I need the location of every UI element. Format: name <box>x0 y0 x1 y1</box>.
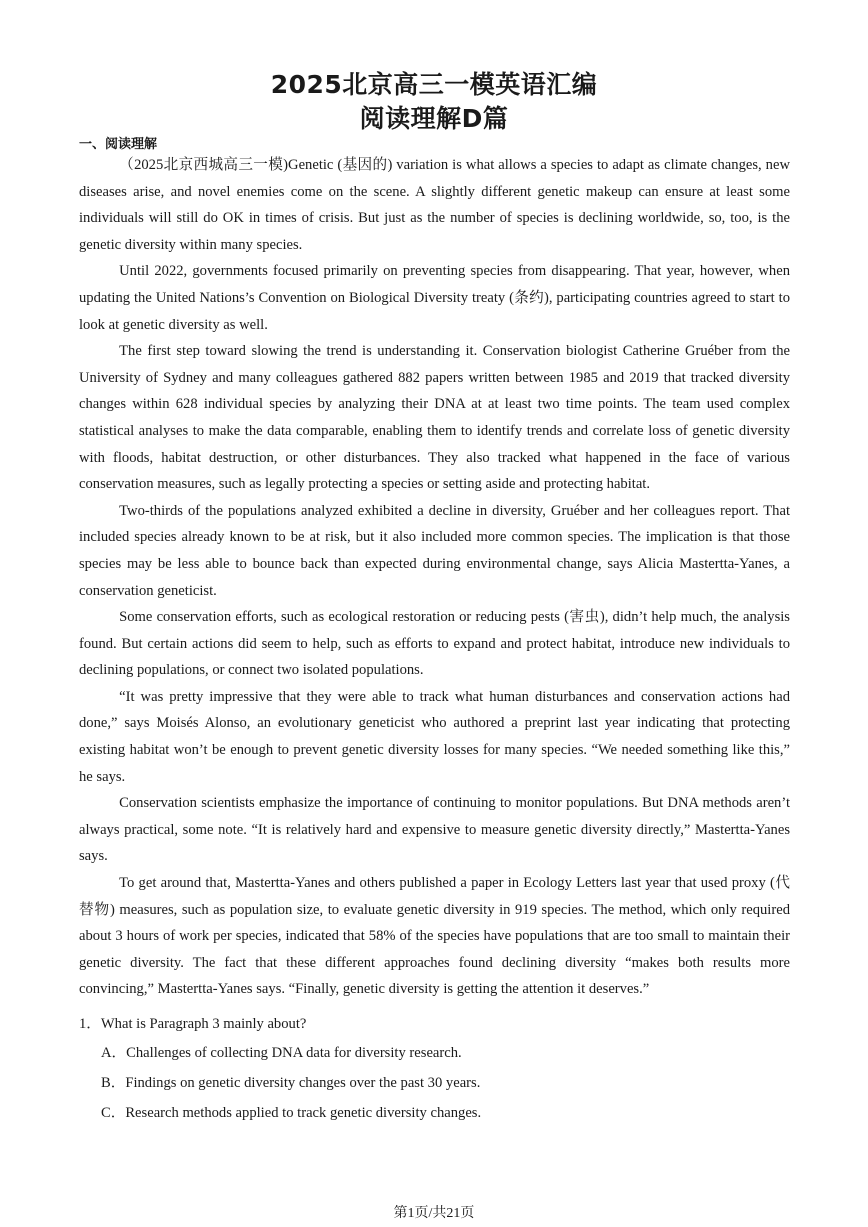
title-sub: 阅读理解D篇 <box>359 104 509 133</box>
answer-option-a[interactable]: A．Challenges of collecting DNA data for diversity research. <box>101 1045 462 1061</box>
section-heading: 一、阅读理解 <box>79 137 158 152</box>
document-title <box>0 68 868 136</box>
question-block <box>79 1010 790 1128</box>
passage-paragraph: Some conservation efforts, such as ecological restoration or reducing pests (害虫), didn’t help much, the analysis found. But certain actions did seem to help, such as efforts to expand and protect habitat, introduce new individuals to declining populations, or connect two isolated populations. <box>79 609 790 679</box>
passage-paragraph: To get around that, Mastertta-Yanes and others published a paper in Ecology Letters last year that used proxy (代替物) measures, such as population size, to evaluate genetic diversity in 919 species. The method, which only required about 3 hours of work per species, indicated that 58% of the species have populations that are too small to maintain their genetic diversity. The fact that these different approaches found declining diversity “makes both results more convincing,” Mastertta-Yanes says. “Finally, genetic diversity is getting the attention it deserves.” <box>79 875 790 998</box>
page-number: 第1页/共21页 <box>393 1206 475 1221</box>
answer-option-c[interactable]: C．Research methods applied to track genetic diversity changes. <box>101 1105 482 1121</box>
reading-passage <box>79 152 790 1003</box>
passage-paragraph: The first step toward slowing the trend is understanding it. Conservation biologist Catherine Gruéber from the University of Sydney and many colleagues gathered 882 papers written between 1985 and 2019 that tracked diversity changes within 628 individual species by analyzing their DNA at at least two time points. The team used complex statistical analyses to make the data comparable, enabling them to identify trends and correlate loss of genetic diversity with floods, habitat destruction, or other disturbances. They also tracked what happened in the face of various conservation measures, such as legally protecting a species or setting aside and protecting habitat. <box>79 343 790 493</box>
passage-paragraph: “It was pretty impressive that they were able to track what human disturbances and conservation actions had done,” says Moisés Alonso, an evolutionary geneticist who authored a preprint last year indicating that protecting existing habitat won’t be enough to prevent genetic diversity losses for many species. “We needed something like this,” he says. <box>79 688 790 785</box>
passage-paragraph: Two-thirds of the populations analyzed exhibited a decline in diversity, Gruéber and her colleagues report. That included species already known to be at risk, but it also included more common species. The implication is that those species may be less able to bounce back than expected during environmental change, says Alicia Mastertta-Yanes, a conservation geneticist. <box>79 502 790 599</box>
title-main: 2025北京高三一模英语汇编 <box>270 70 598 99</box>
passage-paragraph: Conservation scientists emphasize the importance of continuing to monitor populations. But DNA methods aren’t always practical, some note. “It is relatively hard and expensive to measure genetic diversity directly,” Mastertta-Yanes says. <box>79 795 790 865</box>
answer-option-b[interactable]: B．Findings on genetic diversity changes over the past 30 years. <box>101 1075 481 1091</box>
question-stem: 1．What is Paragraph 3 mainly about? <box>79 1016 307 1032</box>
passage-paragraph: （2025北京西城高三一模)Genetic (基因的) variation is what allows a species to adapt as climate changes, new diseases arise, and novel enemies come on the scene. A slightly different genetic makeup can ensure at least some individuals will still do OK in times of crisis. But just as the number of species is declining worldwide, so, too, is the genetic diversity within many species. <box>79 157 790 253</box>
passage-paragraph: Until 2022, governments focused primarily on preventing species from disappearing. That year, however, when updating the United Nations’s Convention on Biological Diversity treaty (条约), participating countries agreed to start to look at genetic diversity as well. <box>79 263 790 333</box>
